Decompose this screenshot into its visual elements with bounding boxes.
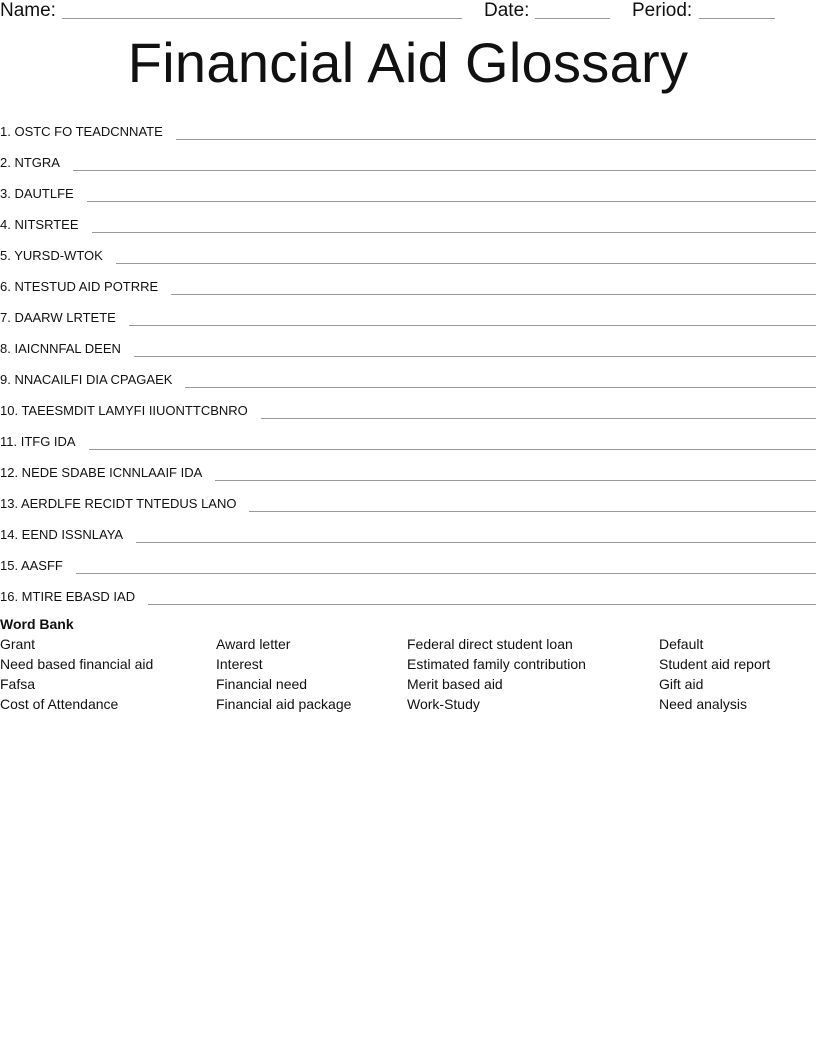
- word-bank-column-4: [659, 634, 770, 714]
- answer-blank-line[interactable]: [176, 121, 816, 140]
- scrambled-word: 16. MTIRE EBASD IAD: [0, 589, 136, 604]
- scramble-item: [0, 422, 816, 453]
- name-label: Name:: [0, 0, 56, 21]
- word-bank-term: Award letter: [216, 636, 291, 652]
- answer-blank-line[interactable]: [136, 524, 816, 543]
- scramble-item: [0, 515, 816, 546]
- name-blank-line[interactable]: [62, 18, 462, 19]
- scramble-item: [0, 298, 816, 329]
- answer-blank-line[interactable]: [134, 338, 816, 357]
- scrambled-word: 1. OSTC FO TEADCNNATE: [0, 124, 163, 139]
- word-bank-term: Grant: [0, 636, 36, 652]
- answer-blank-line[interactable]: [76, 555, 816, 574]
- word-bank-term: Gift aid: [659, 676, 704, 692]
- word-bank-term: Merit based aid: [407, 676, 503, 692]
- scrambled-word: 8. IAICNNFAL DEEN: [0, 341, 121, 356]
- word-bank-term: Need based financial aid: [0, 656, 154, 672]
- word-bank-term: Financial need: [216, 676, 308, 692]
- answer-blank-line[interactable]: [116, 245, 816, 264]
- scrambled-word: 9. NNACAILFI DIA CPAGAEK: [0, 372, 173, 387]
- answer-blank-line[interactable]: [249, 493, 816, 512]
- word-bank-term: Work-Study: [407, 696, 480, 712]
- answer-blank-line[interactable]: [92, 214, 816, 233]
- scramble-item: [0, 329, 816, 360]
- scrambled-word: 12. NEDE SDABE ICNNLAAIF IDA: [0, 465, 203, 480]
- answer-blank-line[interactable]: [89, 431, 816, 450]
- answer-blank-line[interactable]: [129, 307, 816, 326]
- scramble-item: [0, 174, 816, 205]
- scrambled-word: 3. DAUTLFE: [0, 186, 74, 201]
- scramble-list: [0, 112, 816, 608]
- scramble-item: [0, 267, 816, 298]
- word-bank-grid: [0, 634, 816, 714]
- word-bank-term: Cost of Attendance: [0, 696, 119, 712]
- scrambled-word: 6. NTESTUD AID POTRRE: [0, 279, 159, 294]
- word-bank-column-1: [0, 634, 153, 714]
- word-bank-term: Fafsa: [0, 676, 36, 692]
- scramble-item: [0, 577, 816, 608]
- word-bank-term: Financial aid package: [216, 696, 352, 712]
- word-bank-title: Word Bank: [0, 616, 74, 632]
- scrambled-word: 2. NTGRA: [0, 155, 60, 170]
- date-blank-line[interactable]: [535, 18, 610, 19]
- answer-blank-line[interactable]: [261, 400, 816, 419]
- scrambled-word: 7. DAARW LRTETE: [0, 310, 116, 325]
- period-blank-line[interactable]: [699, 18, 775, 19]
- word-bank-column-3: [407, 634, 586, 714]
- scramble-item: [0, 236, 816, 267]
- period-label: Period:: [632, 0, 693, 21]
- scrambled-word: 5. YURSD-WTOK: [0, 248, 103, 263]
- scramble-item: [0, 112, 816, 143]
- scramble-item: [0, 360, 816, 391]
- answer-blank-line[interactable]: [87, 183, 816, 202]
- answer-blank-line[interactable]: [171, 276, 816, 295]
- worksheet-header: [0, 0, 816, 24]
- scrambled-word: 4. NITSRTEE: [0, 217, 79, 232]
- word-bank: [0, 615, 816, 714]
- scrambled-word: 15. AASFF: [0, 558, 63, 573]
- scrambled-word: 11. ITFG IDA: [0, 434, 76, 449]
- scrambled-word: 13. AERDLFE RECIDT TNTEDUS LANO: [0, 496, 237, 511]
- answer-blank-line[interactable]: [185, 369, 816, 388]
- word-bank-column-2: [216, 634, 351, 714]
- scramble-item: [0, 546, 816, 577]
- answer-blank-line[interactable]: [148, 586, 816, 605]
- scramble-item: [0, 205, 816, 236]
- scramble-item: [0, 143, 816, 174]
- answer-blank-line[interactable]: [73, 152, 816, 171]
- word-bank-term: Student aid report: [659, 656, 771, 672]
- word-bank-term: Estimated family contribution: [407, 656, 586, 672]
- word-bank-term: Default: [659, 636, 704, 652]
- scramble-item: [0, 391, 816, 422]
- page-title: Financial Aid Glossary: [127, 31, 689, 94]
- scramble-item: [0, 453, 816, 484]
- word-bank-term: Interest: [216, 656, 263, 672]
- answer-blank-line[interactable]: [215, 462, 816, 481]
- scramble-item: [0, 484, 816, 515]
- word-bank-term: Federal direct student loan: [407, 636, 573, 652]
- date-label: Date:: [484, 0, 530, 21]
- scrambled-word: 14. EEND ISSNLAYA: [0, 527, 124, 542]
- scrambled-word: 10. TAEESMDIT LAMYFI IIUONTTCBNRO: [0, 403, 248, 418]
- word-bank-term: Need analysis: [659, 696, 747, 712]
